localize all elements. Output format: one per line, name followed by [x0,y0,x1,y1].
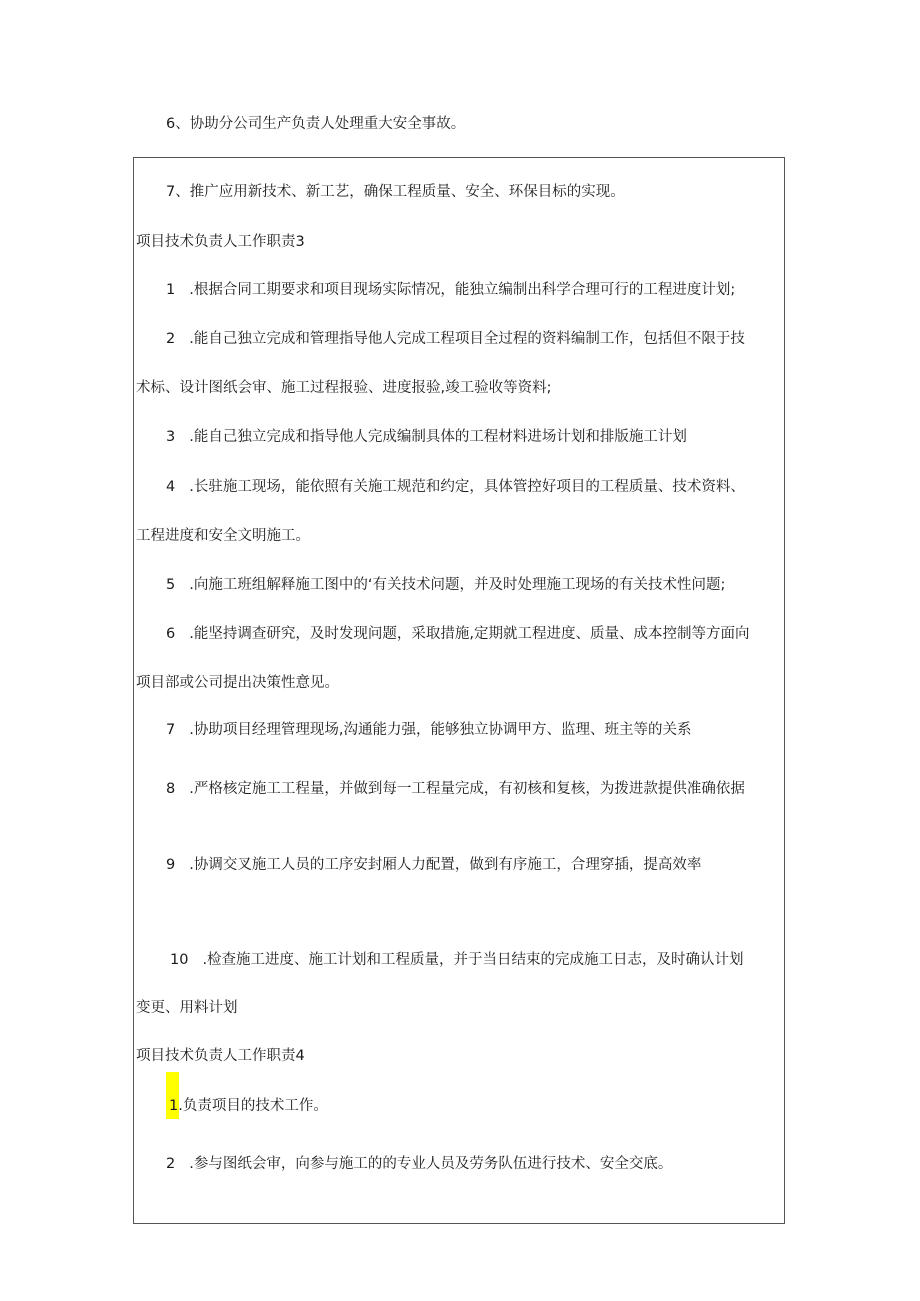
section3-item-9 [166,855,701,875]
item-number: 3 [166,429,176,445]
item-text: .能坚持调查研究，及时发现问题，采取措施,定期就工程进度、质量、成本控制等方面向 [189,626,750,642]
item-text: .协调交叉施工人员的工序安封厢人力配置，做到有序施工，合理穿插，提高效率 [189,857,702,873]
item-number: 5 [166,577,176,593]
item-number: 7 [166,722,176,738]
item-number: 2 [166,331,176,347]
item-text: .向施工班组解释施工图中的‘有关技术问题，并及时处理施工现场的有关技术性问题; [189,577,726,593]
item-number: 1 [166,282,176,298]
section4-item-2 [166,1154,672,1174]
item-text: .长驻施工现场，能依照有关施工规范和约定，具体管控好项目的工程质量、技术资料、 [189,479,745,495]
item-text: .能自己独立完成和管理指导他人完成工程项目全过程的资料编制工作，包括但不限于技 [189,331,745,347]
item-number: 10 [170,952,189,968]
section3-item-4-cont: 工程进度和安全文明施工。 [136,528,310,544]
item-text: .负责项目的技术工作。 [178,1098,328,1114]
section3-item-4 [166,477,745,497]
section4-item-1 [169,1096,328,1116]
section3-item-6 [166,624,749,644]
item-number: 1 [169,1098,179,1114]
item-number: 8 [166,781,176,797]
item-text: .严格核定施工工程量，并做到每一工程量完成，有初核和复核，为拨进款提供准确依据 [189,781,745,797]
section3-item-10 [170,950,744,970]
item-text: .根据合同工期要求和项目现场实际情况，能独立编制出科学合理可行的工程进度计划; [189,282,736,298]
section3-item-2 [166,329,745,349]
section3-item-8 [166,779,745,799]
section3-item-5 [166,575,725,595]
item-number: 4 [166,479,176,495]
section3-item-10-cont: 变更、用料计划 [136,1000,238,1016]
item-text: .能自己独立完成和指导他人完成编制具体的工程材料进场计划和排版施工计划 [189,429,687,445]
item-number: 2 [166,1156,176,1172]
section4-heading: 项目技术负责人工作职责4 [136,1048,305,1064]
section3-item-7 [166,720,691,740]
item-text: .参与图纸会审，向参与施工的的专业人员及劳务队伍进行技术、安全交底。 [189,1156,673,1172]
item-number: 9 [166,857,176,873]
section3-item-6-cont: 项目部或公司提出决策性意见。 [136,675,339,691]
item-number: 6 [166,626,176,642]
section2-item-7: 7、推广应用新技术、新工艺，确保工程质量、安全、环保目标的实现。 [166,184,625,200]
section3-item-1 [166,280,735,300]
section3-item-2-cont: 术标、设计图纸会审、施工过程报验、进度报验,竣工验收等资料; [136,380,552,396]
section3-item-3 [166,427,687,447]
item-text: .协助项目经理管理现场,沟通能力强，能够独立协调甲方、监理、班主等的关系 [189,722,692,738]
item-text: .检查施工进度、施工计划和工程质量，并于当日结束的完成施工日志，及时确认计划 [202,952,744,968]
section3-heading: 项目技术负责人工作职责3 [136,234,305,250]
intro-item-6: 6、协助分公司生产负责人处理重大安全事故。 [166,116,466,132]
